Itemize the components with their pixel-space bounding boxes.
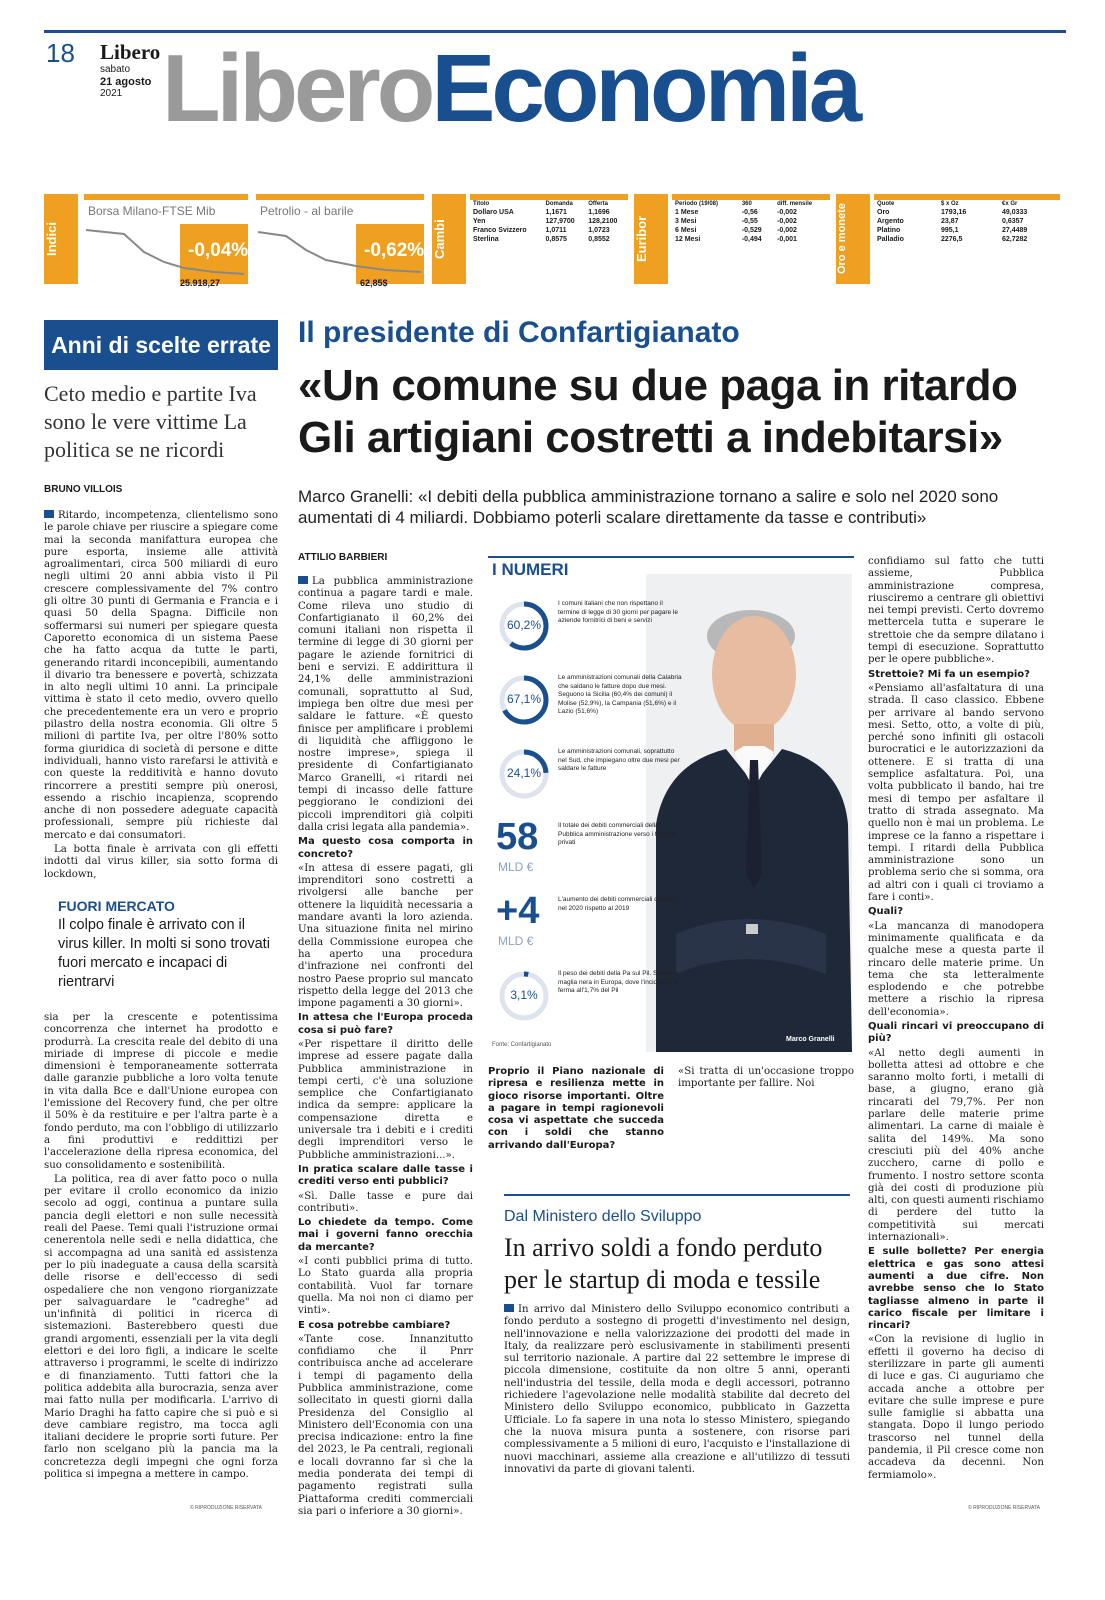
cambi-cell: Dollaro USA xyxy=(473,209,514,216)
oro-header: $ x Oz xyxy=(940,201,959,207)
cambi-cell: Yen xyxy=(473,218,486,225)
answer-7: «Pensiamo all'asfaltatura di una strada. Il caso classico. Ebbene per arrivare al bando servono mesi. Setto, otto, a volte di più, perché sono infiniti gli ostacoli burocratici e le autorizzazioni da ottenere. E si tratta di una semplice asfaltatura. Poi, una volta pubblicato il bando, hai tre mesi di tempo per asfaltare il tratto di strada assegnato. Ma quello non è mai un problema. Le imprese ce la fanno a rispettare i tempi. I ritardi della Pubblica amministrazione sono un problema serio che si somma, ora ad altri con i quali ci troviamo a fare i conti». xyxy=(868,682,1044,904)
oro-row xyxy=(874,235,1060,244)
numeri-text: Le amministrazioni comunali, soprattutto nel Sud, che impiegano oltre due mesi per saldare le fatture xyxy=(558,748,680,772)
euribor-cell: 3 Mesi xyxy=(675,218,697,225)
bottom-body xyxy=(504,1304,850,1478)
cambi-cell: 0,8575 xyxy=(545,236,567,243)
paragraph-marker xyxy=(44,510,54,518)
oro-box xyxy=(874,194,1060,290)
numeri-value: 24,1% xyxy=(506,766,542,780)
euribor-cell: -0,529 xyxy=(741,227,762,234)
oro-row xyxy=(874,208,1060,217)
main-copyright: © RIPRODUZIONE RISERVATA xyxy=(968,1505,1040,1511)
paragraph-marker xyxy=(504,1304,514,1312)
pullquote-box xyxy=(58,898,278,992)
cambi-cell: 1,1671 xyxy=(545,209,567,216)
oro-cell: Platino xyxy=(877,227,901,234)
question-2: In attesa che l'Europa proceda cosa si può fare? xyxy=(298,1012,473,1036)
oro-cell: 0,6357 xyxy=(1001,218,1024,225)
numeri-source: Fonte: Confartigianato xyxy=(492,1042,552,1048)
euribor-cell: 1 Mese xyxy=(675,209,699,216)
answer-6: «Si tratta di un'occasione troppo importante per fallire. Noi xyxy=(678,1066,854,1090)
numeri-text: Le amministrazioni comunali della Calabria che saldano le fatture dopo due mesi. Seguono la Sicilia (60,4% dei comuni) il Molise (52,9%), la Campania (51,6%) e il Lazio (51,6%) xyxy=(558,674,682,715)
numeri-value: +4 xyxy=(496,890,540,932)
main-author: ATTILIO BARBIERI xyxy=(298,552,388,563)
cambi-cell: 1,0723 xyxy=(588,227,610,234)
oro-cell: Argento xyxy=(877,218,904,225)
question-1: Ma questo cosa comporta in concreto? xyxy=(298,836,473,860)
oil-title: Petrolio - al barile xyxy=(260,204,354,218)
issue-date xyxy=(100,64,151,100)
euribor-cell: -0,56 xyxy=(741,209,758,216)
left-body1: Ritardo, incompetenza, clientelismo sono le parole chiave per riuscire a spiegare come mai la seconda manifattura europea che pure esporta, insieme alle attività agroalimentari, circa 500 miliardi di euro negli ultimi 20 anni abbia visto il Pil crescere complessivamente del 7% contro gli oltre 30 punti di Germania e Francia e i quasi 50 della Spagna. Difficile non soffermarsi sui numeri per spiegare questa Caporetto economica di un sistema Paese che ha fatto acqua da tutte le parti, generando ritardi inconcepibili, aumentando il divario tra benessere e povertà, schizzata in alto negli ultimi 10 anni. La principale vittima è stato il ceto medio, ovvero quello che precedentemente era un vero e proprio pilastro della nostra economia. Gli oltre 5 milioni di partite Iva, per oltre l'80% sotto forma giuridica di società di persone e ditte individuali, hanno visto rarefarsi le attività e con queste la redditività e hanno dovuto rincorrere a prestiti sempre più onerosi, essendo a rischio incapienza, scoprendo anche di non possedere adeguate capacità professionali, sempre più richieste dal mercato e dai consumatori. xyxy=(44,510,278,841)
oro-header: Quote xyxy=(877,201,895,207)
oro-cell: 1793,16 xyxy=(940,209,967,216)
answer-10: «Con la revisione di luglio in effetti il governo ha deciso di sterilizzare in parte gli aumenti di luce e gas. Ci auguriamo che accada anche a ottobre per evitare che sulle imprese e pure sulle famiglie si abbatta una stangata. Dopo il lungo periodo trascorso nel tunnel della pandemia, il Pil cresce come non accadeva da decenni. Non fermiamolo». xyxy=(868,1334,1044,1481)
cambi-header: Offerta xyxy=(588,201,608,207)
euribor-row xyxy=(672,208,830,217)
answer-1: «In attesa di essere pagati, gli imprenditori sono costretti a rivolgersi alle banche per ottenere la liquidità necessaria a mandare avanti la loro azienda. Una situazione finita nel mirino della Commissione europea che ha aperto una procedura d'infrazione nei confronti del nostro Paese proprio sul mancato rispetto della legge del 2013 che impone pagamenti a 30 giorni». xyxy=(298,862,473,1010)
numeri-item xyxy=(488,592,688,666)
main-intro: La pubblica amministrazione continua a pagare tardi e male. Come rileva uno studio di Confartigianato il 60,2% dei comuni italiani non rispetta il termine di legge di 30 giorni per pagare le aziende fornitrici di beni e servizi. E addirittura il 24,1% delle amministrazioni comunali, soprattutto al Sud, impiega ben oltre due mesi per saldare le fatture. «È questo finisce per amplificare i problemi di liquidità che affliggono le nostre imprese», spiega il presidente di Confartigianato Marco Granelli, «i ritardi nei tempi di incasso delle fatture peggiorano le condizioni dei piccoli imprenditori già colpiti dalla crisi legata alla pandemia». xyxy=(298,576,473,833)
left-body-top xyxy=(44,510,278,883)
question-3: In pratica scalare dalle tasse i crediti verso enti pubblici? xyxy=(298,1163,473,1188)
ftse-title: Borsa Milano-FTSE Mib xyxy=(88,204,216,218)
cambi-cell: 1,1696 xyxy=(588,209,610,216)
main-deck: Marco Granelli: «I debiti della pubblica amministrazione tornano a salire e solo nel 2020 sono aumentati di 4 miliardi. Dobbiamo poterli scalare direttamente da tasse e contributi» xyxy=(298,487,999,527)
cambi-cell: 0,8552 xyxy=(588,236,610,243)
issue-date-day: 21 agosto xyxy=(100,76,152,88)
ftse-value: 25.918,27 xyxy=(180,278,221,288)
main-headline-line2: Gli artigiani costretti a indebitarsi» xyxy=(298,413,1003,462)
euribor-header: 360 xyxy=(741,201,752,207)
oro-header: €x Gr xyxy=(1001,201,1018,207)
question-5: E cosa potrebbe cambiare? xyxy=(298,1319,451,1331)
left-body2: La botta finale è arrivata con gli effetti indotti dal virus killer, sia sotto forma di lockdown, xyxy=(44,844,278,880)
numeri-unit: MLD € xyxy=(498,934,534,948)
numeri-unit: MLD € xyxy=(498,860,534,874)
left-body4: La politica, rea di aver fatto poco o nulla per evitare il crollo economico da inizio secolo ad oggi, continua a puntare sulla pancia degli elettori e non sulle necessità reali del Paese. Temi quali l'istruzione ormai cenerentola nelle sedi e nella didattica, che si accompagna ad una sanità ed assistenza per lo più inadeguate a causa della scarsità delle risorse e dell'eccesso di sedi ospedaliere che non vengono riorganizzate per salvaguardare le "cadreghe" ad un'infinità di politici in ricerca di sistemazioni. Basterebbero questi due grandi argomenti, essenziali per la vita degli elettori e dei loro figli, a indicare le scelte attraverso i programmi, le scelte di indirizzo e di finanziamento. Tutti fattori che la politica addebita alla burocrazia, senza aver mai fatto nulla per modificarla. L'arrivo di Mario Draghi ha fatto capire che si può e si deve cambiare registro, ma tocca agli italiani decidere le proprie sorti future. Per farlo non scelgano più la pancia ma la concretezza degli impegni che ogni forza politica si impegna a mettere in campo. xyxy=(44,1173,278,1480)
numeri-item xyxy=(488,740,688,814)
main-kicker: Il presidente di Confartigianato xyxy=(298,316,740,349)
bottom-kicker: Dal Ministero dello Sviluppo xyxy=(504,1208,702,1225)
numeri-text: Il peso dei debiti della Pa sul Pil. Siamo la maglia nera in Europa, dove l'incidenza si ferma all'1,7% del Pil xyxy=(558,970,679,994)
oro-cell: 2276,5 xyxy=(940,236,963,243)
left-author: BRUNO VILLOIS xyxy=(44,484,123,495)
left-body3: sia per la crescente e potentissima concorrenza che internet ha prodotto e produrrà. La crescita reale del debito di una miriade di imprese di piccole e medie dimensioni è temporaneamente sotterrata dalle garanzie pubbliche a loro volta tenute in vita dalla Bce e dall'Unione europea con l'emissione del Recovery fund, che per oltre il 50% è da restituire e per l'altra parte è a fondo perduto, ma con l'obbligo di utilizzarlo a fini produttivi e reddittizi per l'accelerazione della ripresa economica, del suo consolidamento e sostenibilità. xyxy=(44,1012,278,1171)
euribor-cell: -0,001 xyxy=(777,236,797,243)
oro-cell: Palladio xyxy=(877,236,904,243)
numeri-value: 60,2% xyxy=(506,618,542,632)
cambi-cell: Franco Svizzero xyxy=(473,227,527,234)
main-col3-text: confidiamo sul fatto che tutti assieme, Pubblica amministrazione compresa, riusciremo a centrare gli obiettivi nei tempi previsti. Certo dovremo mettercela tutta e superare le strettoie che da sempre dilatano i tempi di esecuzione. Soprattutto per le opere pubbliche». xyxy=(868,556,1044,666)
left-headline: Ceto medio e partite Iva sono le vere vittime La politica se ne ricordi xyxy=(44,381,257,462)
numeri-item xyxy=(488,888,688,962)
numeri-item xyxy=(488,666,688,740)
ftse-change: -0,04% xyxy=(188,240,249,261)
market-ticker xyxy=(44,194,1066,290)
left-body-bottom xyxy=(44,1012,278,1483)
cambi-cell: Sterlina xyxy=(473,236,499,243)
numeri-value: 58 xyxy=(496,816,539,858)
numeri-value: 67,1% xyxy=(506,692,542,706)
euribor-cell: -0,002 xyxy=(777,227,797,234)
numeri-value: 3,1% xyxy=(510,988,538,1002)
cambi-header: Domanda xyxy=(545,201,573,207)
answer-4: «I conti pubblici prima di tutto. Lo Stato guarda alla propria contabilità. Vuol far tornare quella. Ma noi non ci diamo per vinti». xyxy=(298,1256,473,1317)
answer-8: «La mancanza di manodopera minimamente qualificata e da qualche mese a questa parte il rincaro delle materie prime. Un tema che sta letteralmente esplodendo e che potrebbe mettere a rischio la ripresa dell'economia». xyxy=(868,920,1044,1018)
cambi-row xyxy=(470,217,628,226)
oro-cell: 62,7282 xyxy=(1001,236,1028,243)
numeri-item xyxy=(488,814,688,888)
oro-cell: Oro xyxy=(877,209,890,216)
cambi-cell: 128,2100 xyxy=(588,218,618,225)
section-masthead xyxy=(162,34,858,144)
ticker-label-euribor: Euribor xyxy=(634,194,668,284)
bottom-headline: In arrivo soldi a fondo perduto per le startup di moda e tessile xyxy=(504,1233,823,1294)
oil-value: 62,85$ xyxy=(360,278,388,288)
cambi-cell: 127,9700 xyxy=(545,218,575,225)
paragraph-marker xyxy=(298,576,308,584)
oro-cell: 49,0333 xyxy=(1001,209,1028,216)
numeri-item xyxy=(488,962,688,1036)
euribor-box xyxy=(672,194,830,290)
photo-caption: Marco Granelli xyxy=(786,1036,835,1043)
question-9: Quali rincari vi preoccupano di più? xyxy=(868,1020,1044,1045)
euribor-cell: -0,494 xyxy=(741,236,762,243)
cambi-header: Titolo xyxy=(473,201,490,207)
main-col1 xyxy=(298,576,473,1520)
oro-row xyxy=(874,226,1060,235)
numeri-list xyxy=(488,592,688,1036)
euribor-row xyxy=(672,217,830,226)
euribor-header: Periodo (19/08) xyxy=(675,201,719,207)
bottom-body-text: In arrivo dal Ministero dello Sviluppo economico contributi a fondo perduto a sostegno di progetti d'investimento nel design, nell'innovazione e nella valorizzazione dei prodotti del made in Italy, da realizzare però esclusivamente in stabilimenti presenti sul territorio nazionale. A partire dal 22 settembre le imprese di piccola dimensione, costituite da non oltre 5 anni, operanti nell'industria del tessile, della moda e degli accessori, potranno richiedere l'agevolazione nelle modalità stabilite dal decreto del Ministero dello Sviluppo economico, pubblicato in Gazzetta Ufficiale. Lo fa sapere in una nota lo stesso Ministero, spiegando che la nuova misura punta a sostenere, con risorse pari complessivamente a 5 milioni di euro, l'acquisto e l'installazione di nuovi macchinari, assieme alla creazione e all'utilizzo di tessuti innovativi da parte di giovani talenti. xyxy=(504,1304,850,1475)
ftse-box xyxy=(84,194,248,290)
answer-3: «Sì. Dalle tasse e pure dai contributi». xyxy=(298,1190,473,1214)
euribor-cell: 6 Mesi xyxy=(675,227,697,234)
numeri-title: I NUMERI xyxy=(492,560,569,579)
euribor-table xyxy=(672,200,830,244)
answer-9: «Al netto degli aumenti in bolletta attesi ad ottobre e che saranno molto forti, i metalli di base, a giugno, erano già rincarati del 79,7%. Per non parlare delle materie prime alimentari. La carne di maiale è salita del 149%. Ma sono cresciuti più del 40% anche zucchero, carne di pollo e frumento. I nostro settore sconta già dei costi di produzione più alti, con questi aumenti rischiamo di perdere del tutto la competitività sui mercati internazionali». xyxy=(868,1047,1044,1244)
oro-table xyxy=(874,200,1060,244)
cambi-row xyxy=(470,235,628,244)
main-headline xyxy=(298,360,1017,464)
numeri-text: I comuni italiani che non rispettano il termine di legge di 30 giorni per pagare le aziende fornitrici di beni e servizi xyxy=(558,600,678,624)
euribor-cell: -0,002 xyxy=(777,209,797,216)
numeri-text: L'aumento dei debiti commerciali della Pa nel 2020 rispetto al 2019 xyxy=(558,896,678,912)
top-rule xyxy=(44,30,1066,33)
cambi-box xyxy=(470,194,628,290)
main-headline-line1: «Un comune su due paga in ritardo xyxy=(298,361,1018,410)
page-number: 18 xyxy=(46,38,75,68)
oro-cell: 995,1 xyxy=(940,227,959,234)
main-col2 xyxy=(488,1066,664,1154)
oro-cell: 27,4489 xyxy=(1001,227,1028,234)
cambi-row xyxy=(470,208,628,217)
pullquote-text: Il colpo finale è arrivato con il virus killer. In molti si sono trovati fuori mercato e incapaci di rientrarvi xyxy=(58,917,270,990)
issue-day: sabato xyxy=(100,64,131,75)
cambi-row xyxy=(470,226,628,235)
bottom-rule xyxy=(504,1194,850,1196)
ticker-label-oro: Oro e monete xyxy=(836,194,870,284)
left-kicker: Anni di scelte errate xyxy=(44,320,278,370)
ticker-label-indici: Indici xyxy=(44,194,78,284)
cambi-table xyxy=(470,200,628,244)
issue-year: 2021 xyxy=(100,88,123,99)
euribor-row xyxy=(672,226,830,235)
euribor-cell: 12 Mesi xyxy=(675,236,701,243)
numeri-text: Il totale dei debiti commerciali della Pubblica amministrazione verso i fornitori privati xyxy=(558,822,677,846)
main-col2b xyxy=(678,1066,854,1093)
euribor-cell: -0,55 xyxy=(741,218,758,225)
euribor-cell: -0,002 xyxy=(777,218,797,225)
question-4: Lo chiedete da tempo. Come mai i governi fanno orecchia da mercante? xyxy=(298,1217,473,1253)
oil-change: -0,62% xyxy=(364,240,425,261)
pullquote-title: FUORI MERCATO xyxy=(58,898,175,914)
ticker-label-cambi: Cambi xyxy=(432,194,466,284)
masthead-part-a: Libero xyxy=(162,35,432,142)
main-col3 xyxy=(868,556,1044,1484)
answer-2: «Per rispettare il diritto delle imprese ad essere pagate dalla Pubblica amministrazione in tempi certi, c'è una soluzione semplice che Confartigianato indica da sempre: applicare la compensazione diretta e universale tra i debiti e i crediti degli imprenditori verso le Pubbliche amministrazioni...». xyxy=(298,1038,473,1161)
left-copyright: © RIPRODUZIONE RISERVATA xyxy=(190,1505,262,1511)
numeri-infographic xyxy=(488,556,854,1056)
question-7: Strettoie? Mi fa un esempio? xyxy=(868,668,1030,680)
cambi-cell: 1,0711 xyxy=(545,227,567,234)
question-8: Quali? xyxy=(868,906,904,918)
masthead-part-b: Economia xyxy=(431,35,859,142)
question-6: Proprio il Piano nazionale di ripresa e resilienza mette in gioco risorse importanti. Oltre a pagare in tempi ragionevoli cosa vi aspettate che succeda con i soldi che stanno arrivando dall'Europa? xyxy=(488,1066,664,1151)
brand-logo: Libero xyxy=(100,40,161,64)
question-10: E sulle bollette? Per energia elettrica e gas sono attesi aumenti a due cifre. Non avrebbe senso che lo Stato tagliasse almeno in parte il carico fiscale per limitare i rincari? xyxy=(868,1246,1044,1332)
oil-box xyxy=(256,194,424,290)
answer-5: «Tante cose. Innanzitutto confidiamo che il Pnrr contribuisca anche ad accelerare i tempi di pagamento della Pubblica amministrazione, come sollecitato in questi giorni dalla Presidenza del Consiglio al Ministero dell'Economia con una precisa indicazione: entro la fine del 2023, le Pa centrali, regionali e locali dovranno far sì che la media ponderata dei tempi di pagamento registrati sulla Piattaforma crediti commerciali sia pari o inferiore a 30 giorni». xyxy=(298,1333,473,1517)
oro-row xyxy=(874,217,1060,226)
euribor-header: diff. mensile xyxy=(777,201,813,207)
oro-cell: 23,87 xyxy=(940,218,959,225)
euribor-row xyxy=(672,235,830,244)
